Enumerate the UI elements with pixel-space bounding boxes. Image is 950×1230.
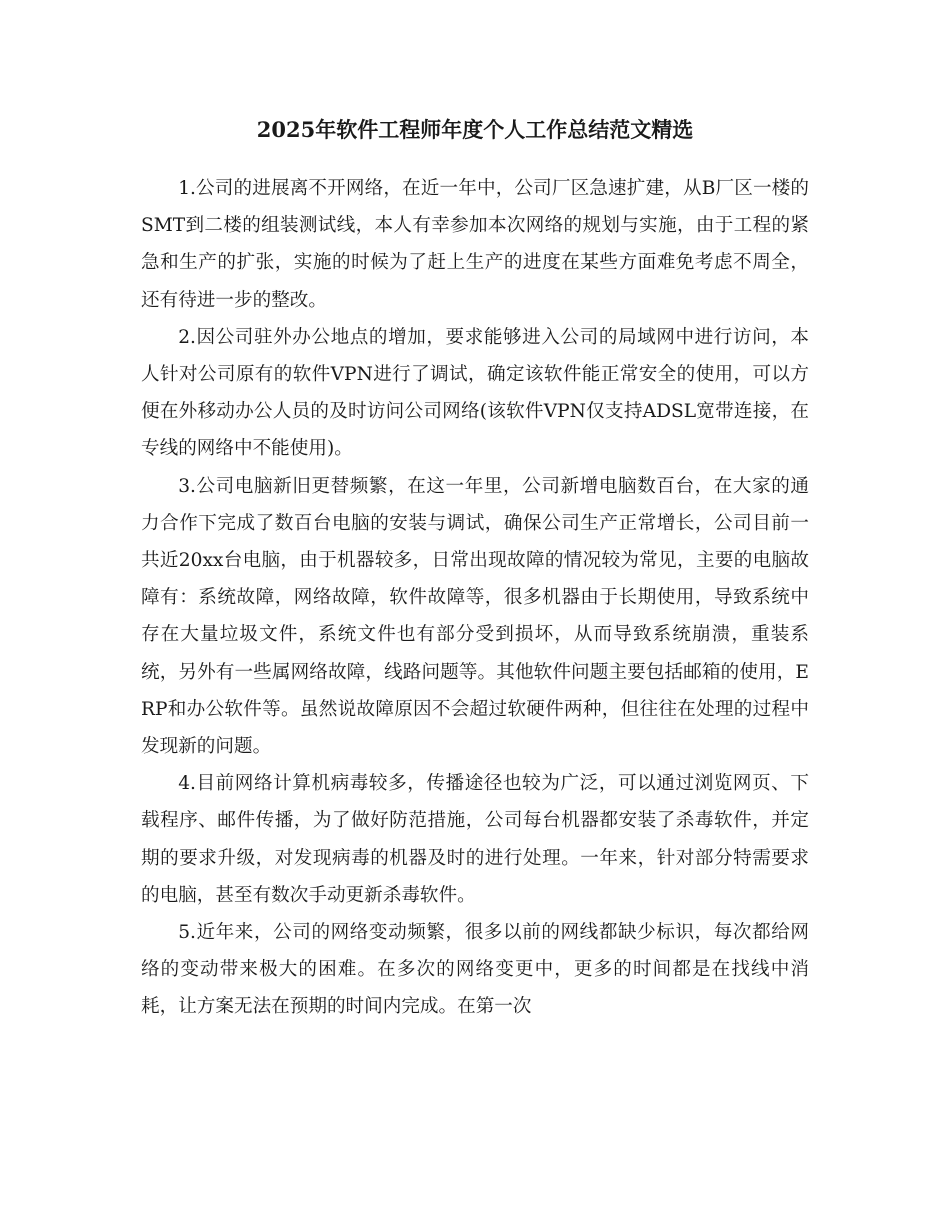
document-body — [141, 170, 809, 1026]
document-title: 2025年软件工程师年度个人工作总结范文精选 — [256, 117, 694, 142]
paragraph-3: 3.公司电脑新旧更替频繁，在这一年里，公司新增电脑数百台，在大家的通力合作下完成了数百台电脑的安装与调试，确保公司生产正常增长，公司目前一共近20xx台电脑，由于机器较多，日常出现故障的情况较为常见，主要的电脑故障有：系统故障，网络故障，软件故障等，很多机器由于长期使用，导致系统中存在大量垃圾文件，系统文件也有部分受到损坏，从而导致系统崩溃，重装系统，另外有一些属网络故障，线路问题等。其他软件问题主要包括邮箱的使用，ERP和办公软件等。虽然说故障原因不会超过软硬件两种，但往往在处理的过程中发现新的问题。 — [141, 475, 809, 758]
paragraph-2: 2.因公司驻外办公地点的增加，要求能够进入公司的局域网中进行访问，本人针对公司原有的软件VPN进行了调试，确定该软件能正常安全的使用，可以方便在外移动办公人员的及时访问公司网络(该软件VPN仅支持ADSL宽带连接，在专线的网络中不能使用)。 — [141, 326, 809, 460]
paragraph-1: 1.公司的进展离不开网络，在近一年中，公司厂区急速扩建，从B厂区一楼的SMT到二楼的组装测试线，本人有幸参加本次网络的规划与实施，由于工程的紧急和生产的扩张，实施的时候为了赶上生产的进度在某些方面难免考虑不周全，还有待进一步的整改。 — [141, 178, 809, 311]
paragraph-5: 5.近年来，公司的网络变动频繁，很多以前的网线都缺少标识，每次都给网络的变动带来极大的困难。在多次的网络变更中，更多的时间都是在找线中消耗，让方案无法在预期的时间内完成。在第一次 — [141, 922, 809, 1018]
paragraph-4: 4.目前网络计算机病毒较多，传播途径也较为广泛，可以通过浏览网页、下载程序、邮件传播，为了做好防范措施，公司每台机器都安装了杀毒软件，并定期的要求升级，对发现病毒的机器及时的进行处理。一年来，针对部分特需要求的电脑，甚至有数次手动更新杀毒软件。 — [141, 773, 809, 906]
